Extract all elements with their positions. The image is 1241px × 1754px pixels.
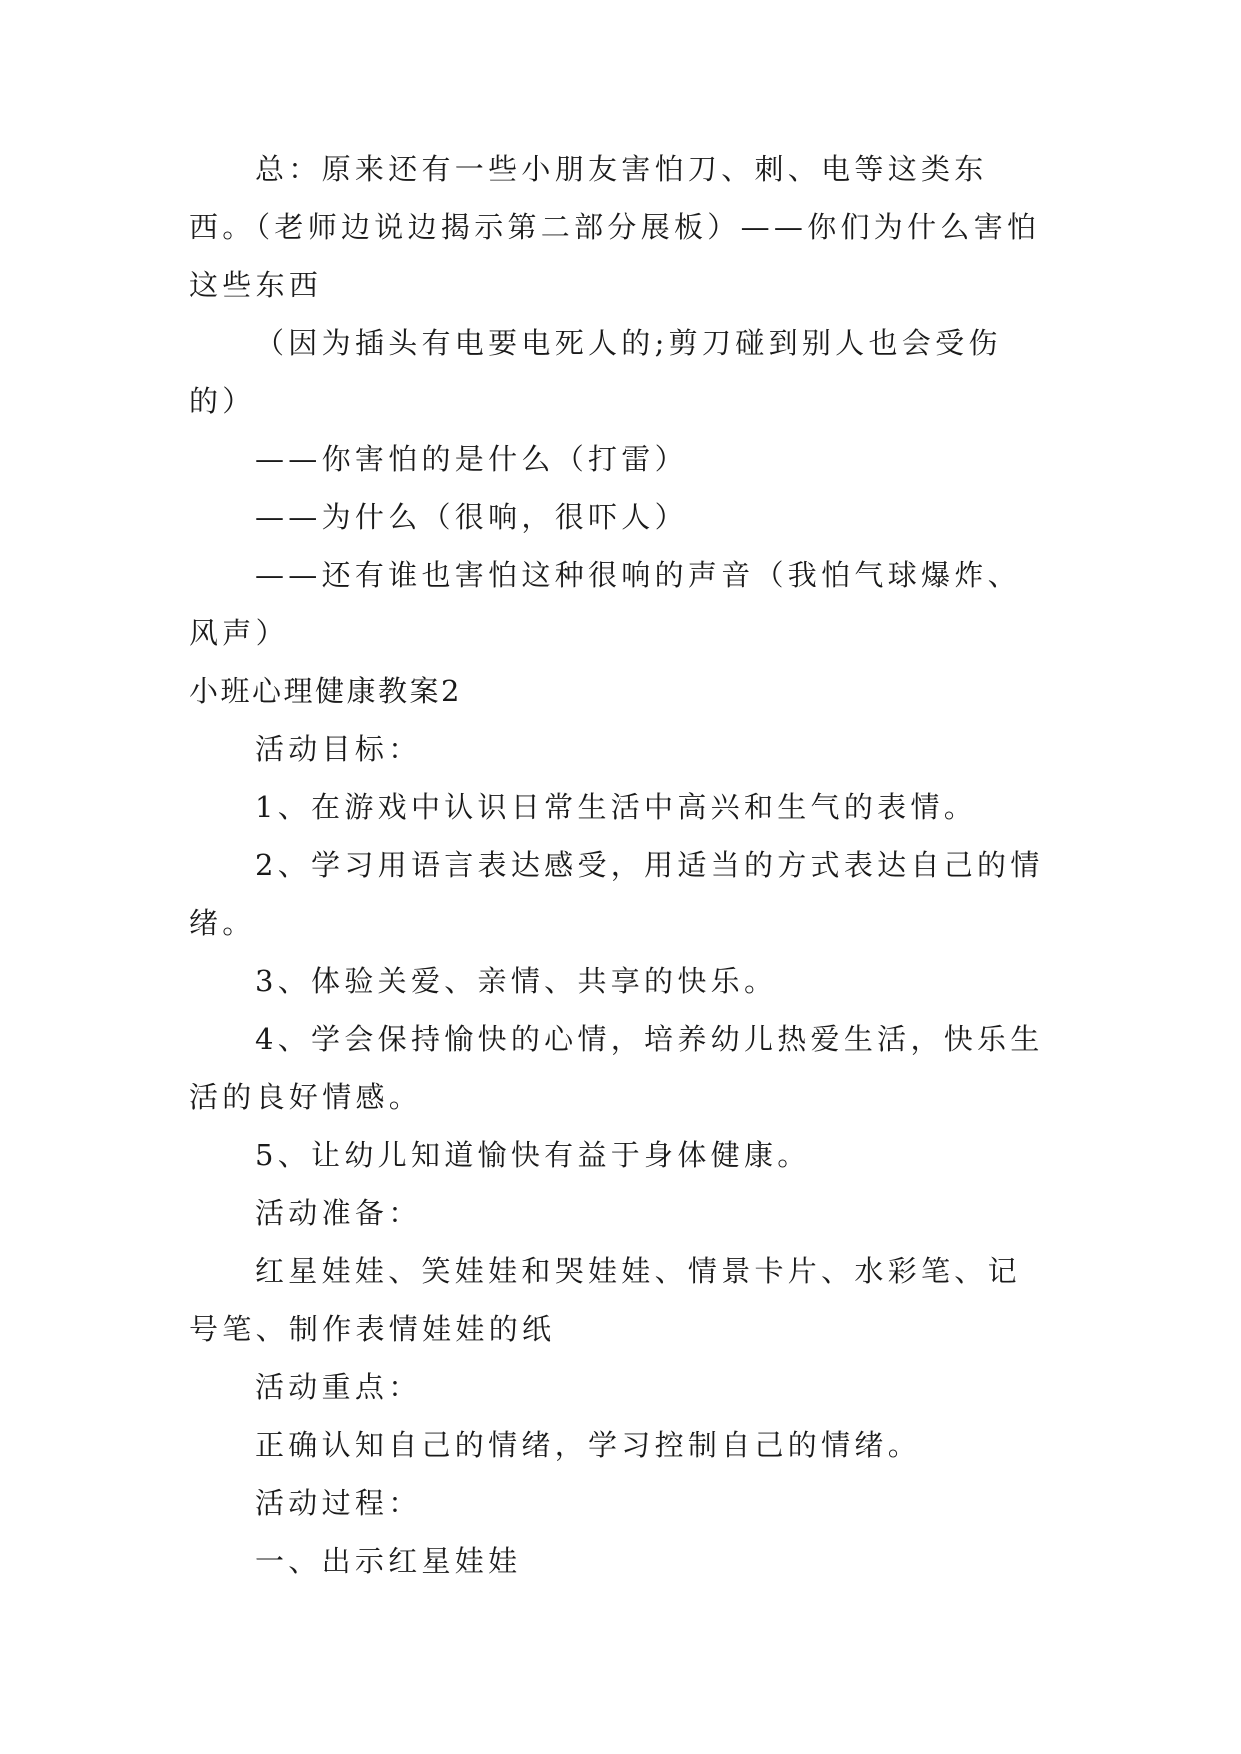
section-heading: 小班心理健康教案2 (189, 674, 462, 708)
paragraph-process-label: 活动过程： (255, 1486, 422, 1520)
paragraph-prep-materials: 红星娃娃、笑娃娃和哭娃娃、情景卡片、水彩笔、记号笔、制作表情娃娃的纸 (189, 1254, 1021, 1346)
goal-item-3: 3、体验关爱、亲情、共享的快乐。 (255, 964, 778, 998)
paragraph-goals-label: 活动目标： (255, 732, 422, 766)
goal-item-2: 2、学习用语言表达感受，用适当的方式表达自己的情绪。 (189, 848, 1044, 940)
paragraph-question-fear: ——你害怕的是什么（打雷） (255, 442, 688, 476)
paragraph-focus-content: 正确认知自己的情绪，学习控制自己的情绪。 (255, 1428, 922, 1462)
paragraph-reason: （因为插头有电要电死人的;剪刀碰到别人也会受伤的） (189, 326, 1002, 418)
goal-item-1: 1、在游戏中认识日常生活中高兴和生气的表情。 (255, 790, 978, 824)
paragraph-process-step-1: 一、出示红星娃娃 (255, 1544, 522, 1578)
paragraph-question-sound: ——还有谁也害怕这种很响的声音（我怕气球爆炸、风声） (189, 558, 1021, 650)
paragraph-question-why: ——为什么（很响，很吓人） (255, 500, 688, 534)
goal-item-5: 5、让幼儿知道愉快有益于身体健康。 (255, 1138, 811, 1172)
paragraph-summary: 总：原来还有一些小朋友害怕刀、刺、电等这类东西。（老师边说边揭示第二部分展板）——你们为什么害怕这些东西 (189, 152, 1041, 302)
paragraph-prep-label: 活动准备： (255, 1196, 422, 1230)
goal-item-4: 4、学会保持愉快的心情，培养幼儿热爱生活，快乐生活的良好情感。 (189, 1022, 1044, 1114)
document-page (189, 140, 1051, 1590)
paragraph-focus-label: 活动重点： (255, 1370, 422, 1404)
